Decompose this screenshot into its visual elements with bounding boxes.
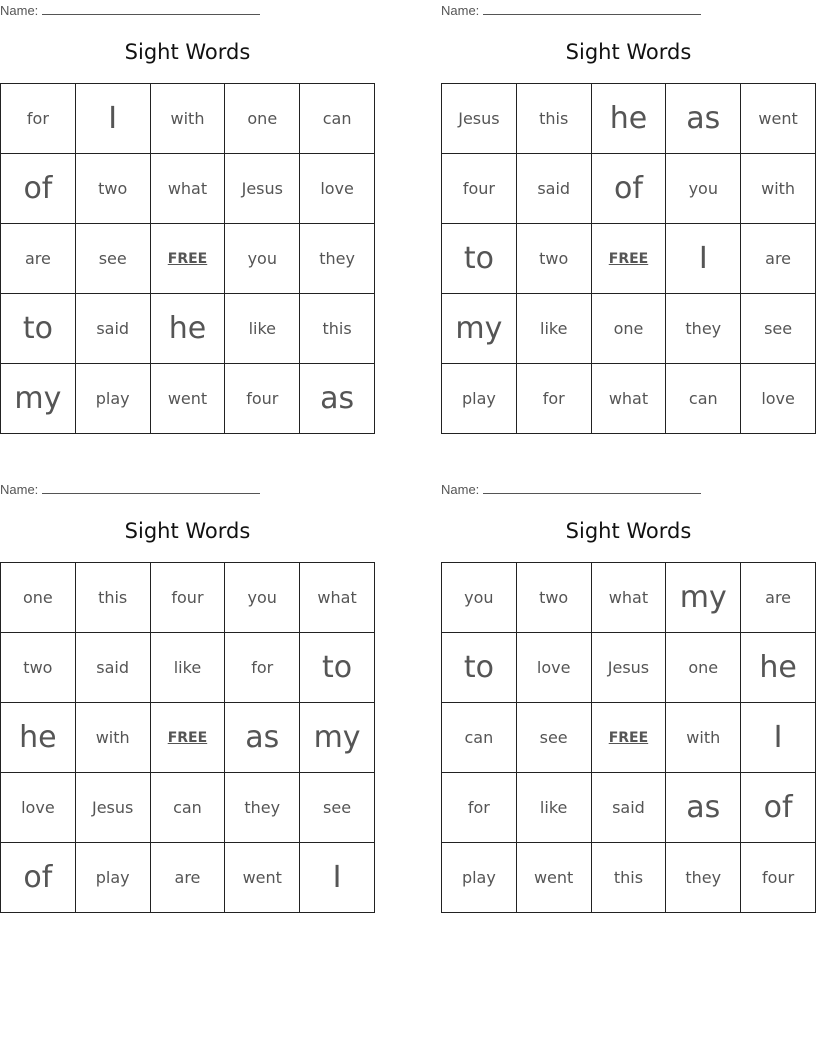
bingo-grid: [0, 562, 375, 913]
bingo-card-2: [441, 0, 816, 420]
grid-row: [442, 84, 816, 154]
word-cell: are: [150, 843, 225, 913]
word-cell: as: [300, 364, 375, 434]
word-cell: you: [442, 563, 517, 633]
grid-row: [442, 154, 816, 224]
grid-row: [442, 843, 816, 913]
free-space-cell: FREE: [591, 224, 666, 294]
word-cell: four: [741, 843, 816, 913]
word-cell: two: [75, 154, 150, 224]
word-cell: are: [741, 224, 816, 294]
grid-row: [1, 364, 375, 434]
word-cell: what: [591, 364, 666, 434]
word-cell: as: [666, 773, 741, 843]
bingo-grid: [441, 83, 816, 434]
card-title: Sight Words: [124, 40, 251, 64]
word-cell: Jesus: [591, 633, 666, 703]
word-cell: I: [300, 843, 375, 913]
word-cell: I: [666, 224, 741, 294]
word-cell: to: [300, 633, 375, 703]
name-field[interactable]: [42, 482, 260, 494]
word-cell: with: [75, 703, 150, 773]
grid-row: [1, 773, 375, 843]
word-cell: of: [591, 154, 666, 224]
word-cell: like: [516, 773, 591, 843]
free-space-cell: FREE: [591, 703, 666, 773]
word-cell: Jesus: [225, 154, 300, 224]
word-cell: one: [666, 633, 741, 703]
bingo-card-4: [441, 479, 816, 899]
word-cell: this: [516, 84, 591, 154]
word-cell: two: [1, 633, 76, 703]
word-cell: like: [150, 633, 225, 703]
grid-row: [1, 563, 375, 633]
word-cell: said: [591, 773, 666, 843]
word-cell: my: [442, 294, 517, 364]
grid-row: [442, 633, 816, 703]
name-label: Name:: [0, 3, 39, 18]
word-cell: to: [442, 224, 517, 294]
card-title: Sight Words: [124, 519, 251, 543]
word-cell: see: [741, 294, 816, 364]
word-cell: my: [300, 703, 375, 773]
word-cell: play: [442, 843, 517, 913]
word-cell: see: [516, 703, 591, 773]
word-cell: two: [516, 224, 591, 294]
word-cell: he: [741, 633, 816, 703]
word-cell: what: [150, 154, 225, 224]
grid-row: [1, 294, 375, 364]
word-cell: my: [666, 563, 741, 633]
word-cell: you: [225, 563, 300, 633]
word-cell: can: [300, 84, 375, 154]
bingo-grid: [0, 83, 375, 434]
word-cell: love: [741, 364, 816, 434]
word-cell: with: [741, 154, 816, 224]
grid-row: [1, 224, 375, 294]
word-cell: said: [75, 294, 150, 364]
word-cell: he: [150, 294, 225, 364]
name-field[interactable]: [483, 482, 701, 494]
word-cell: like: [225, 294, 300, 364]
word-cell: they: [666, 294, 741, 364]
word-cell: this: [300, 294, 375, 364]
word-cell: he: [591, 84, 666, 154]
word-cell: Jesus: [442, 84, 517, 154]
word-cell: love: [1, 773, 76, 843]
word-cell: with: [666, 703, 741, 773]
word-cell: see: [300, 773, 375, 843]
bingo-grid: [441, 562, 816, 913]
card-title: Sight Words: [565, 40, 692, 64]
word-cell: they: [300, 224, 375, 294]
name-line: [0, 482, 260, 497]
word-cell: are: [741, 563, 816, 633]
word-cell: of: [1, 843, 76, 913]
word-cell: he: [1, 703, 76, 773]
word-cell: of: [741, 773, 816, 843]
word-cell: said: [516, 154, 591, 224]
name-line: [441, 3, 701, 18]
word-cell: for: [225, 633, 300, 703]
word-cell: went: [741, 84, 816, 154]
word-cell: play: [75, 843, 150, 913]
word-cell: see: [75, 224, 150, 294]
word-cell: to: [442, 633, 517, 703]
word-cell: can: [666, 364, 741, 434]
word-cell: you: [225, 224, 300, 294]
free-space-cell: FREE: [150, 224, 225, 294]
name-line: [0, 3, 260, 18]
word-cell: this: [75, 563, 150, 633]
word-cell: my: [1, 364, 76, 434]
grid-row: [442, 563, 816, 633]
name-label: Name:: [441, 482, 480, 497]
grid-row: [442, 364, 816, 434]
card-title: Sight Words: [565, 519, 692, 543]
word-cell: of: [1, 154, 76, 224]
grid-row: [1, 633, 375, 703]
grid-row: [442, 224, 816, 294]
bingo-card-3: [0, 479, 375, 899]
word-cell: what: [591, 563, 666, 633]
word-cell: as: [225, 703, 300, 773]
word-cell: love: [300, 154, 375, 224]
name-field[interactable]: [483, 3, 701, 15]
word-cell: went: [150, 364, 225, 434]
word-cell: for: [516, 364, 591, 434]
word-cell: one: [591, 294, 666, 364]
word-cell: said: [75, 633, 150, 703]
grid-row: [442, 294, 816, 364]
word-cell: one: [225, 84, 300, 154]
word-cell: went: [225, 843, 300, 913]
word-cell: I: [75, 84, 150, 154]
word-cell: they: [225, 773, 300, 843]
word-cell: as: [666, 84, 741, 154]
word-cell: with: [150, 84, 225, 154]
word-cell: four: [442, 154, 517, 224]
word-cell: for: [1, 84, 76, 154]
word-cell: like: [516, 294, 591, 364]
word-cell: went: [516, 843, 591, 913]
word-cell: can: [150, 773, 225, 843]
name-field[interactable]: [42, 3, 260, 15]
free-space-cell: FREE: [150, 703, 225, 773]
grid-row: [1, 154, 375, 224]
word-cell: play: [442, 364, 517, 434]
word-cell: are: [1, 224, 76, 294]
grid-row: [1, 703, 375, 773]
word-cell: for: [442, 773, 517, 843]
word-cell: I: [741, 703, 816, 773]
word-cell: to: [1, 294, 76, 364]
word-cell: one: [1, 563, 76, 633]
grid-row: [1, 84, 375, 154]
word-cell: four: [150, 563, 225, 633]
word-cell: four: [225, 364, 300, 434]
word-cell: can: [442, 703, 517, 773]
word-cell: they: [666, 843, 741, 913]
word-cell: play: [75, 364, 150, 434]
grid-row: [1, 843, 375, 913]
grid-row: [442, 773, 816, 843]
word-cell: you: [666, 154, 741, 224]
bingo-card-1: [0, 0, 375, 420]
name-label: Name:: [0, 482, 39, 497]
word-cell: Jesus: [75, 773, 150, 843]
name-label: Name:: [441, 3, 480, 18]
word-cell: this: [591, 843, 666, 913]
grid-row: [442, 703, 816, 773]
word-cell: what: [300, 563, 375, 633]
word-cell: two: [516, 563, 591, 633]
word-cell: love: [516, 633, 591, 703]
name-line: [441, 482, 701, 497]
